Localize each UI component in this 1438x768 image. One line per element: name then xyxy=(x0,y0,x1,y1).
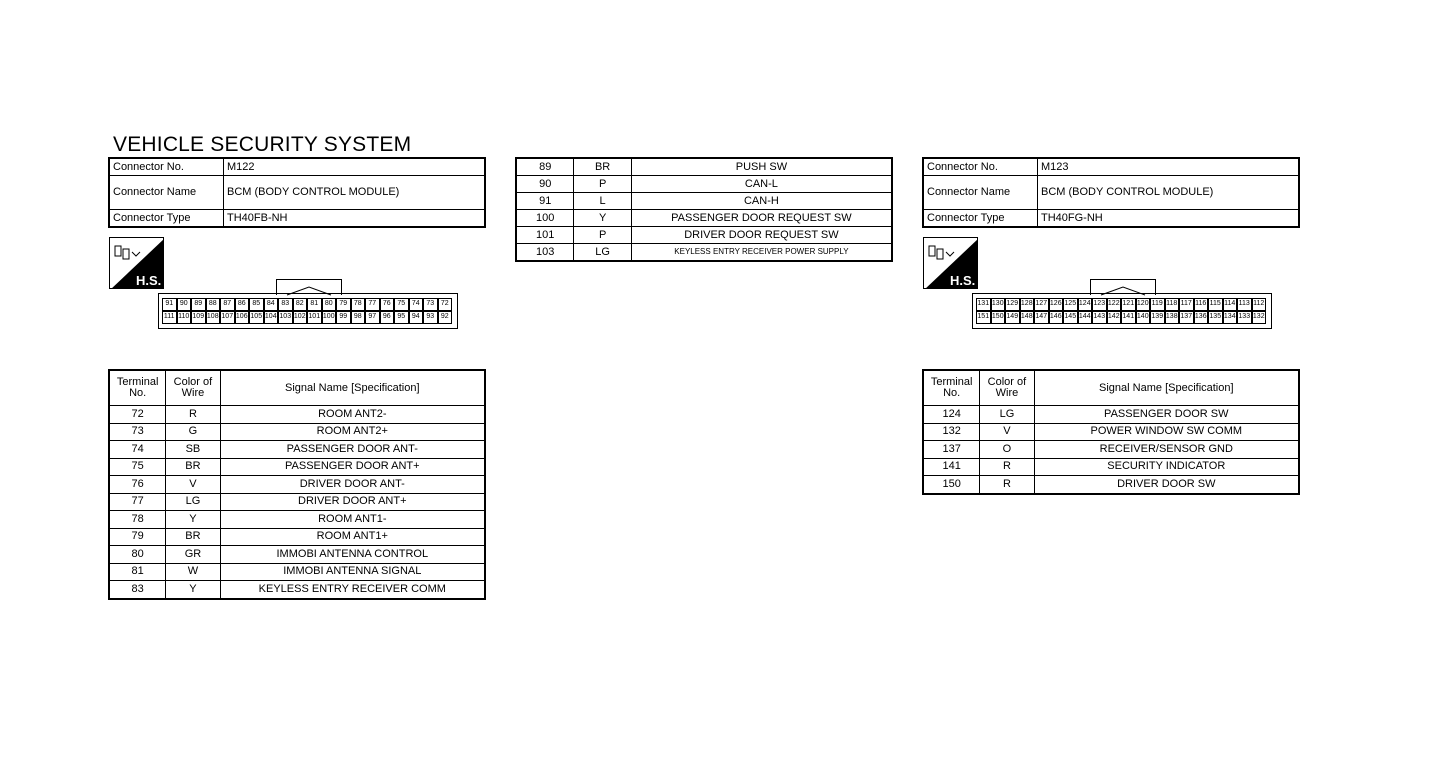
wire-color-cell: P xyxy=(574,176,631,193)
connector-name-value: BCM (BODY CONTROL MODULE) xyxy=(1038,176,1300,210)
terminal-cell: 80 xyxy=(109,546,166,564)
table-row xyxy=(516,210,892,227)
connector-pin: 141 xyxy=(1121,311,1136,324)
connector-pin: 111 xyxy=(162,311,177,324)
wire-color-cell: G xyxy=(166,423,220,441)
signal-name-cell: IMMOBI ANTENNA SIGNAL xyxy=(220,563,485,581)
connector-pin: 122 xyxy=(1107,298,1122,311)
connector-pin: 108 xyxy=(206,311,221,324)
connector-pin: 134 xyxy=(1223,311,1238,324)
terminal-cell: 90 xyxy=(516,176,574,193)
connector-pin: 75 xyxy=(394,298,409,311)
connector-pin: 86 xyxy=(235,298,250,311)
connector-pin: 89 xyxy=(191,298,206,311)
table-row xyxy=(923,476,1299,494)
color-of-wire-header: Color of Wire xyxy=(166,370,220,406)
terminal-no-header: Terminal No. xyxy=(923,370,980,406)
table-row xyxy=(923,406,1299,424)
table-row xyxy=(109,493,485,511)
wire-color-cell: R xyxy=(980,458,1034,476)
terminal-cell: 83 xyxy=(109,581,166,599)
connector-pin: 78 xyxy=(351,298,366,311)
table-row xyxy=(516,227,892,244)
connector-pin: 97 xyxy=(365,311,380,324)
connector-pin: 143 xyxy=(1092,311,1107,324)
table-row xyxy=(109,563,485,581)
connector-pin: 121 xyxy=(1121,298,1136,311)
connector-pin: 112 xyxy=(1252,298,1267,311)
connector-pin: 107 xyxy=(220,311,235,324)
terminal-cell: 100 xyxy=(516,210,574,227)
connector-no-value: M123 xyxy=(1038,158,1300,176)
connector-pin: 95 xyxy=(394,311,409,324)
signal-name-cell: CAN-L xyxy=(631,176,892,193)
connector-pin: 142 xyxy=(1107,311,1122,324)
terminal-cell: 72 xyxy=(109,406,166,424)
table-row xyxy=(923,458,1299,476)
wire-color-cell: L xyxy=(574,193,631,210)
table-row xyxy=(109,406,485,424)
signal-name-cell: RECEIVER/SENSOR GND xyxy=(1034,441,1299,459)
connector-pin: 120 xyxy=(1136,298,1151,311)
signal-name-cell: DRIVER DOOR ANT+ xyxy=(220,493,485,511)
wire-color-cell: Y xyxy=(166,511,220,529)
connector-pin: 92 xyxy=(438,311,453,324)
connector-name-value: BCM (BODY CONTROL MODULE) xyxy=(224,176,486,210)
wire-color-cell: LG xyxy=(574,244,631,262)
middle-signal-table xyxy=(515,157,893,262)
terminal-cell: 76 xyxy=(109,476,166,494)
terminal-cell: 103 xyxy=(516,244,574,262)
terminal-cell: 137 xyxy=(923,441,980,459)
signal-name-cell: IMMOBI ANTENNA CONTROL xyxy=(220,546,485,564)
terminal-cell: 79 xyxy=(109,528,166,546)
connector-pin: 118 xyxy=(1165,298,1180,311)
connector-type-label: Connector Type xyxy=(109,210,224,228)
connector-pin: 91 xyxy=(162,298,177,311)
table-row xyxy=(109,528,485,546)
wire-color-cell: BR xyxy=(574,158,631,176)
wire-color-cell: Y xyxy=(166,581,220,599)
connector-type-label: Connector Type xyxy=(923,210,1038,228)
connector-face-m123 xyxy=(972,279,1272,329)
connector-pin: 87 xyxy=(220,298,235,311)
connector-pin: 102 xyxy=(293,311,308,324)
connector-pin: 106 xyxy=(235,311,250,324)
left-connector-info-table xyxy=(108,157,486,228)
connector-pin: 74 xyxy=(409,298,424,311)
terminal-cell: 101 xyxy=(516,227,574,244)
table-row xyxy=(516,193,892,210)
wire-color-cell: LG xyxy=(980,406,1034,424)
terminal-cell: 75 xyxy=(109,458,166,476)
wire-color-cell: Y xyxy=(574,210,631,227)
table-row xyxy=(923,441,1299,459)
connector-pin: 109 xyxy=(191,311,206,324)
wire-color-cell: GR xyxy=(166,546,220,564)
connector-pin: 85 xyxy=(249,298,264,311)
table-row xyxy=(109,546,485,564)
connector-pin: 145 xyxy=(1063,311,1078,324)
terminal-cell: 77 xyxy=(109,493,166,511)
connector-pin: 110 xyxy=(177,311,192,324)
table-row xyxy=(109,423,485,441)
connector-face-m122 xyxy=(158,279,458,329)
table-row xyxy=(109,511,485,529)
connector-pin: 138 xyxy=(1165,311,1180,324)
table-row xyxy=(923,423,1299,441)
signal-name-cell: ROOM ANT2- xyxy=(220,406,485,424)
connector-pin: 80 xyxy=(322,298,337,311)
connector-pin: 132 xyxy=(1252,311,1267,324)
wire-color-cell: O xyxy=(980,441,1034,459)
harness-side-icon xyxy=(109,237,164,289)
connector-pin: 151 xyxy=(976,311,991,324)
signal-name-cell: ROOM ANT1+ xyxy=(220,528,485,546)
terminal-cell: 91 xyxy=(516,193,574,210)
table-row xyxy=(109,581,485,599)
signal-name-cell: PASSENGER DOOR SW xyxy=(1034,406,1299,424)
terminal-cell: 141 xyxy=(923,458,980,476)
connector-pin: 125 xyxy=(1063,298,1078,311)
left-signal-table xyxy=(108,369,486,600)
terminal-cell: 73 xyxy=(109,423,166,441)
terminal-cell: 81 xyxy=(109,563,166,581)
signal-name-cell: SECURITY INDICATOR xyxy=(1034,458,1299,476)
signal-name-cell: PASSENGER DOOR ANT+ xyxy=(220,458,485,476)
connector-pin: 84 xyxy=(264,298,279,311)
terminal-cell: 132 xyxy=(923,423,980,441)
connector-pin: 150 xyxy=(991,311,1006,324)
connector-no-value: M122 xyxy=(224,158,486,176)
wire-color-cell: LG xyxy=(166,493,220,511)
connector-pin: 83 xyxy=(278,298,293,311)
connector-pin: 136 xyxy=(1194,311,1209,324)
signal-name-cell: POWER WINDOW SW COMM xyxy=(1034,423,1299,441)
color-of-wire-header: Color of Wire xyxy=(980,370,1034,406)
connector-pin: 130 xyxy=(991,298,1006,311)
terminal-cell: 124 xyxy=(923,406,980,424)
connector-pin: 140 xyxy=(1136,311,1151,324)
connector-pin: 82 xyxy=(293,298,308,311)
connector-pin: 124 xyxy=(1078,298,1093,311)
pin-grid xyxy=(976,298,1266,324)
table-row xyxy=(109,458,485,476)
connector-pin: 127 xyxy=(1034,298,1049,311)
connector-pin: 90 xyxy=(177,298,192,311)
connector-pin: 149 xyxy=(1005,311,1020,324)
signal-name-cell: PUSH SW xyxy=(631,158,892,176)
connector-no-label: Connector No. xyxy=(923,158,1038,176)
connector-pin: 123 xyxy=(1092,298,1107,311)
connector-pin: 129 xyxy=(1005,298,1020,311)
harness-side-icon xyxy=(923,237,978,289)
terminal-cell: 89 xyxy=(516,158,574,176)
connector-pin: 119 xyxy=(1150,298,1165,311)
connector-pin: 73 xyxy=(423,298,438,311)
connector-pin: 94 xyxy=(409,311,424,324)
connector-pin: 103 xyxy=(278,311,293,324)
signal-name-cell: DRIVER DOOR REQUEST SW xyxy=(631,227,892,244)
connector-pin: 98 xyxy=(351,311,366,324)
connector-pin: 116 xyxy=(1194,298,1209,311)
connector-pin: 137 xyxy=(1179,311,1194,324)
signal-name-cell: KEYLESS ENTRY RECEIVER COMM xyxy=(220,581,485,599)
signal-name-cell: PASSENGER DOOR ANT- xyxy=(220,441,485,459)
right-connector-info-table xyxy=(922,157,1300,228)
connector-pin: 117 xyxy=(1179,298,1194,311)
connector-pin: 72 xyxy=(438,298,453,311)
connector-pin: 96 xyxy=(380,311,395,324)
connector-pin: 113 xyxy=(1237,298,1252,311)
signal-name-header: Signal Name [Specification] xyxy=(220,370,485,406)
wire-color-cell: BR xyxy=(166,528,220,546)
wire-color-cell: V xyxy=(980,423,1034,441)
pin-grid xyxy=(162,298,452,324)
connector-type-value: TH40FG-NH xyxy=(1038,210,1300,228)
connector-pin: 144 xyxy=(1078,311,1093,324)
connector-pin: 76 xyxy=(380,298,395,311)
connector-pin: 135 xyxy=(1208,311,1223,324)
signal-name-header: Signal Name [Specification] xyxy=(1034,370,1299,406)
signal-name-cell: KEYLESS ENTRY RECEIVER POWER SUPPLY xyxy=(631,244,892,262)
connector-pin: 100 xyxy=(322,311,337,324)
wire-color-cell: R xyxy=(166,406,220,424)
table-row xyxy=(516,244,892,262)
connector-pin: 93 xyxy=(423,311,438,324)
terminal-cell: 150 xyxy=(923,476,980,494)
signal-name-cell: ROOM ANT1- xyxy=(220,511,485,529)
signal-name-cell: CAN-H xyxy=(631,193,892,210)
connector-pin: 133 xyxy=(1237,311,1252,324)
table-row xyxy=(109,476,485,494)
connector-pin: 81 xyxy=(307,298,322,311)
terminal-no-header: Terminal No. xyxy=(109,370,166,406)
connector-type-value: TH40FB-NH xyxy=(224,210,486,228)
page-title: VEHICLE SECURITY SYSTEM xyxy=(113,133,412,156)
terminal-cell: 78 xyxy=(109,511,166,529)
connector-pin: 115 xyxy=(1208,298,1223,311)
connector-pin: 79 xyxy=(336,298,351,311)
right-signal-table xyxy=(922,369,1300,495)
wire-color-cell: R xyxy=(980,476,1034,494)
connector-name-label: Connector Name xyxy=(923,176,1038,210)
wire-color-cell: BR xyxy=(166,458,220,476)
wire-color-cell: V xyxy=(166,476,220,494)
connector-pin: 148 xyxy=(1020,311,1035,324)
connector-name-label: Connector Name xyxy=(109,176,224,210)
wire-color-cell: W xyxy=(166,563,220,581)
connector-pin: 105 xyxy=(249,311,264,324)
connector-pin: 126 xyxy=(1049,298,1064,311)
table-row xyxy=(109,441,485,459)
connector-pin: 128 xyxy=(1020,298,1035,311)
connector-pin: 139 xyxy=(1150,311,1165,324)
connector-pin: 99 xyxy=(336,311,351,324)
signal-name-cell: PASSENGER DOOR REQUEST SW xyxy=(631,210,892,227)
connector-pin: 131 xyxy=(976,298,991,311)
connector-pin: 114 xyxy=(1223,298,1238,311)
signal-name-cell: DRIVER DOOR ANT- xyxy=(220,476,485,494)
connector-pin: 146 xyxy=(1049,311,1064,324)
table-row xyxy=(516,158,892,176)
connector-no-label: Connector No. xyxy=(109,158,224,176)
connector-pin: 147 xyxy=(1034,311,1049,324)
connector-pin: 104 xyxy=(264,311,279,324)
terminal-cell: 74 xyxy=(109,441,166,459)
signal-name-cell: ROOM ANT2+ xyxy=(220,423,485,441)
connector-pin: 77 xyxy=(365,298,380,311)
connector-pin: 88 xyxy=(206,298,221,311)
wire-color-cell: P xyxy=(574,227,631,244)
hs-label: H.S. xyxy=(950,273,976,288)
connector-pin: 101 xyxy=(307,311,322,324)
wire-color-cell: SB xyxy=(166,441,220,459)
signal-name-cell: DRIVER DOOR SW xyxy=(1034,476,1299,494)
table-row xyxy=(516,176,892,193)
hs-label: H.S. xyxy=(136,273,162,288)
